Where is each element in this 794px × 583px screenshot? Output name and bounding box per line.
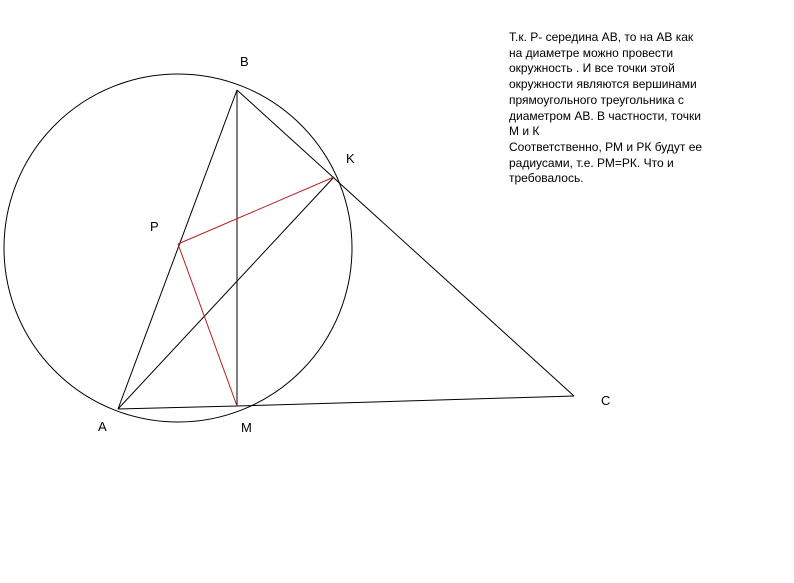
label-m: M <box>241 420 252 435</box>
note-line: диаметром АВ. В частности, точки <box>509 108 701 123</box>
note-line: Соответственно, РМ и РК будут ее <box>509 139 703 154</box>
segment-am <box>118 406 237 409</box>
label-b: B <box>240 54 249 69</box>
note-line: М и К <box>509 124 540 139</box>
altitude-ak <box>118 177 334 409</box>
note-line: прямоугольного треугольника с <box>509 92 684 107</box>
segment-mc <box>237 396 574 406</box>
note-line: Т.к. Р- середина АВ, то на АВ как <box>509 30 694 44</box>
note-line: на диаметре можно провести <box>509 45 674 60</box>
note-line: окружности являются вершинами <box>509 77 697 92</box>
radius-pk <box>178 177 334 244</box>
label-c: C <box>601 393 611 408</box>
label-p: P <box>150 219 159 234</box>
segment-ab <box>118 90 237 409</box>
note-line: окружность . И все точки этой <box>509 61 675 76</box>
note-line: требовалось. <box>509 171 584 186</box>
label-a: A <box>98 419 107 434</box>
note-line: радиусами, т.е. РМ=РК. Что и <box>509 155 674 170</box>
radius-pm <box>178 244 237 406</box>
explanation-text <box>509 30 759 187</box>
label-k: K <box>346 151 355 166</box>
